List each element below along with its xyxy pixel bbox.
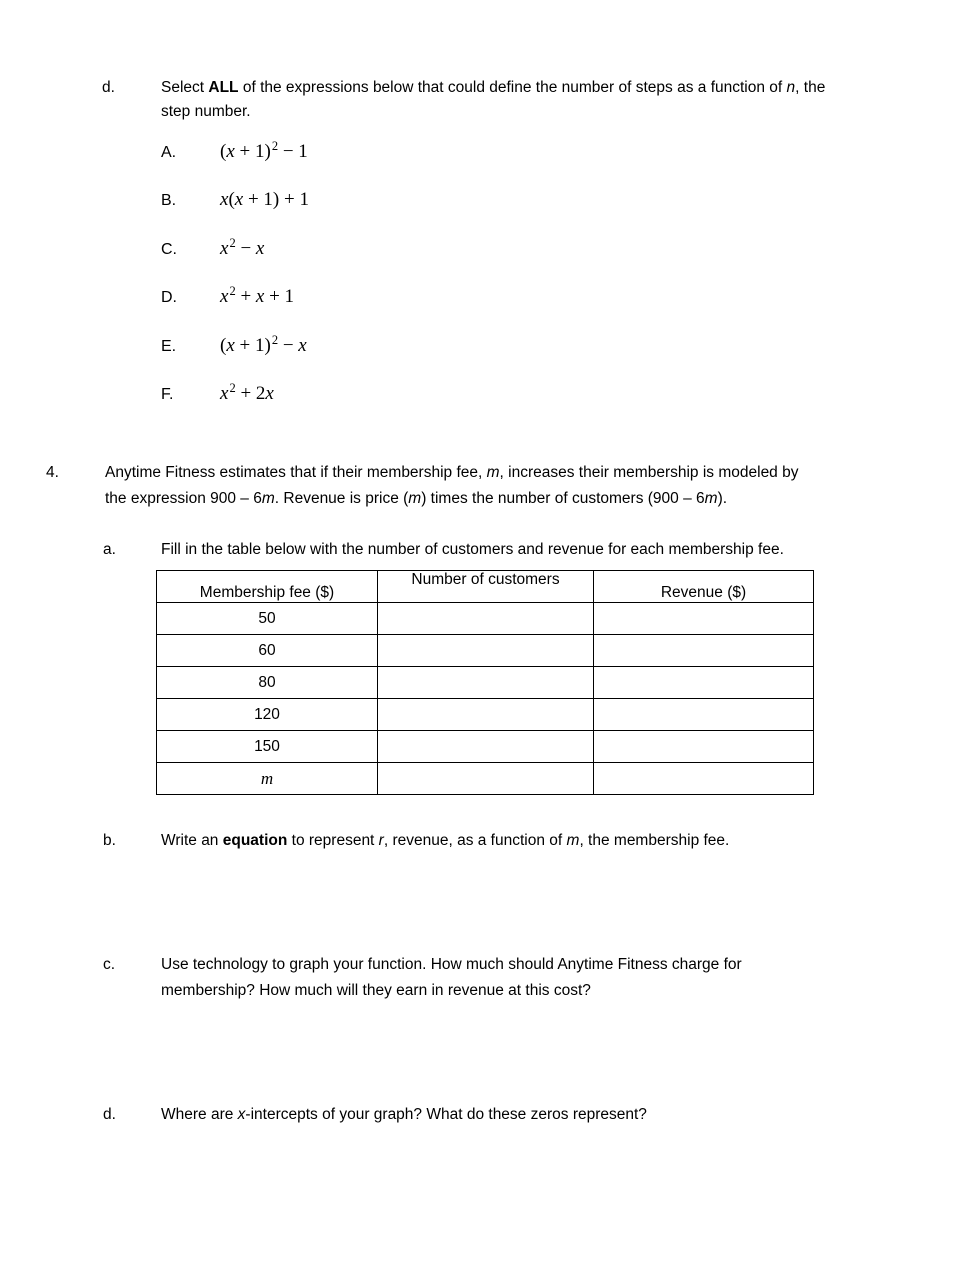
question-4-line-2 [105, 486, 915, 512]
revenue-cell-empty [594, 603, 814, 635]
text-segment: − 1 [278, 141, 308, 162]
table-row [157, 667, 814, 699]
table-row [157, 699, 814, 731]
text-segment: ). [717, 490, 728, 507]
fee-cell: 60 [157, 635, 378, 667]
option-f-letter: F. [161, 386, 174, 403]
option-d-expression [220, 286, 294, 308]
revenue-cell-empty [594, 763, 814, 795]
part-c-label: c. [103, 956, 116, 973]
part-c-line-2 [161, 978, 901, 1004]
text-segment: step number. [161, 103, 251, 120]
text-segment: equation [222, 832, 288, 849]
header-membership-fee: Membership fee ($) [157, 571, 378, 603]
question-d-line-1 [161, 76, 931, 100]
text-segment: ( [220, 335, 227, 356]
customers-cell-empty [378, 603, 594, 635]
text-segment: m [261, 490, 275, 507]
option-d-letter: D. [161, 289, 177, 306]
text-segment: Where are [161, 1106, 238, 1123]
option-a [161, 141, 308, 163]
part-d-text [161, 1102, 647, 1128]
table-row [157, 763, 814, 795]
text-segment: ) times the number of customers (900 – 6 [421, 490, 705, 507]
membership-table [156, 570, 814, 795]
text-segment: x [255, 238, 265, 259]
text-segment: x [265, 383, 274, 404]
text-segment: of the expressions below that could define the number of steps as a function of [238, 79, 787, 96]
text-segment: x [237, 1106, 246, 1123]
text-segment: x [220, 286, 229, 307]
fee-cell: 150 [157, 731, 378, 763]
text-segment: m [566, 832, 580, 849]
table-header-row [157, 571, 814, 603]
question-4-line-1 [105, 460, 915, 486]
customers-cell-empty [378, 731, 594, 763]
header-number-of-customers: Number of customers [378, 571, 594, 603]
header-revenue: Revenue ($) [594, 571, 814, 603]
text-segment: x [298, 335, 307, 356]
text-segment: x [220, 189, 229, 210]
text-segment: n [786, 79, 796, 96]
text-segment: x [234, 189, 244, 210]
revenue-cell-empty [594, 635, 814, 667]
option-f [161, 383, 274, 405]
text-segment: 2 [229, 284, 236, 298]
text-segment: m [486, 464, 500, 481]
part-a-text [161, 537, 784, 563]
question-d-line-2 [161, 100, 931, 124]
table-row [157, 603, 814, 635]
customers-cell-empty [378, 763, 594, 795]
question-4-number: 4. [46, 464, 59, 481]
part-c-text [161, 952, 901, 1004]
text-segment: ( [228, 189, 235, 210]
option-b-expression [220, 189, 309, 211]
question-d-text [161, 76, 931, 124]
customers-cell-empty [378, 667, 594, 699]
option-b-letter: B. [161, 192, 177, 209]
option-c-letter: C. [161, 241, 177, 258]
text-segment: 2 [229, 381, 236, 395]
text-segment: ( [220, 141, 227, 162]
text-segment: x [226, 141, 235, 162]
text-segment: + 1) [234, 141, 271, 162]
option-f-expression [220, 383, 274, 405]
text-segment: , revenue, as a function of [383, 832, 567, 849]
text-segment: − [278, 335, 299, 356]
fee-cell: 50 [157, 603, 378, 635]
question-d-label: d. [102, 79, 115, 96]
fee-cell: 120 [157, 699, 378, 731]
fee-cell-variable-m: m [157, 763, 378, 795]
text-segment: , increases their membership is modeled by [499, 464, 799, 481]
revenue-cell-empty [594, 731, 814, 763]
option-e-expression [220, 335, 307, 357]
text-segment: Anytime Fitness estimates that if their membership fee, [105, 464, 487, 481]
text-segment: 2 [229, 236, 236, 250]
text-segment: m [704, 490, 718, 507]
customers-cell-empty [378, 699, 594, 731]
fee-cell: 80 [157, 667, 378, 699]
text-segment: + 2 [235, 383, 266, 404]
table-row [157, 635, 814, 667]
text-segment: x [220, 238, 229, 259]
option-e [161, 335, 307, 357]
text-segment: the expression 900 – 6 [105, 490, 262, 507]
text-segment: x [226, 335, 235, 356]
text-segment: 2 [271, 139, 279, 153]
text-segment: + 1 [264, 286, 295, 307]
text-segment: + 1) [234, 335, 271, 356]
text-segment: 2 [271, 333, 279, 347]
part-b-label: b. [103, 832, 116, 849]
text-segment: , the [795, 79, 826, 96]
option-e-letter: E. [161, 338, 177, 355]
text-segment: x [255, 286, 265, 307]
text-segment: + [235, 286, 256, 307]
part-d-label: d. [103, 1106, 116, 1123]
text-segment: Use technology to graph your function. How much should Anytime Fitness charge for [161, 956, 742, 973]
text-segment: x [220, 383, 229, 404]
text-segment: . Revenue is price ( [274, 490, 409, 507]
text-segment: − [235, 238, 256, 259]
part-b-text [161, 828, 729, 854]
text-segment: to represent [287, 832, 379, 849]
table-row [157, 731, 814, 763]
text-segment: + 1) + 1 [243, 189, 309, 210]
option-c-expression [220, 238, 264, 260]
option-d [161, 286, 294, 308]
part-c-line-1 [161, 952, 901, 978]
text-segment: , the membership fee. [579, 832, 730, 849]
option-a-expression [220, 141, 308, 163]
option-c [161, 238, 264, 260]
question-4-text [105, 460, 915, 512]
text-segment: -intercepts of your graph? What do these zeros represent? [245, 1106, 647, 1123]
option-a-letter: A. [161, 144, 177, 161]
part-a-label: a. [103, 541, 116, 558]
text-segment: ALL [208, 79, 239, 96]
text-segment: membership? How much will they earn in revenue at this cost? [161, 982, 591, 999]
revenue-cell-empty [594, 667, 814, 699]
text-segment: r [378, 832, 384, 849]
text-segment: m [408, 490, 422, 507]
text-segment: Fill in the table below with the number of customers and revenue for each membership fee. [161, 541, 784, 558]
text-segment: Select [161, 79, 209, 96]
customers-cell-empty [378, 635, 594, 667]
option-b [161, 189, 309, 211]
revenue-cell-empty [594, 699, 814, 731]
text-segment: Write an [161, 832, 223, 849]
